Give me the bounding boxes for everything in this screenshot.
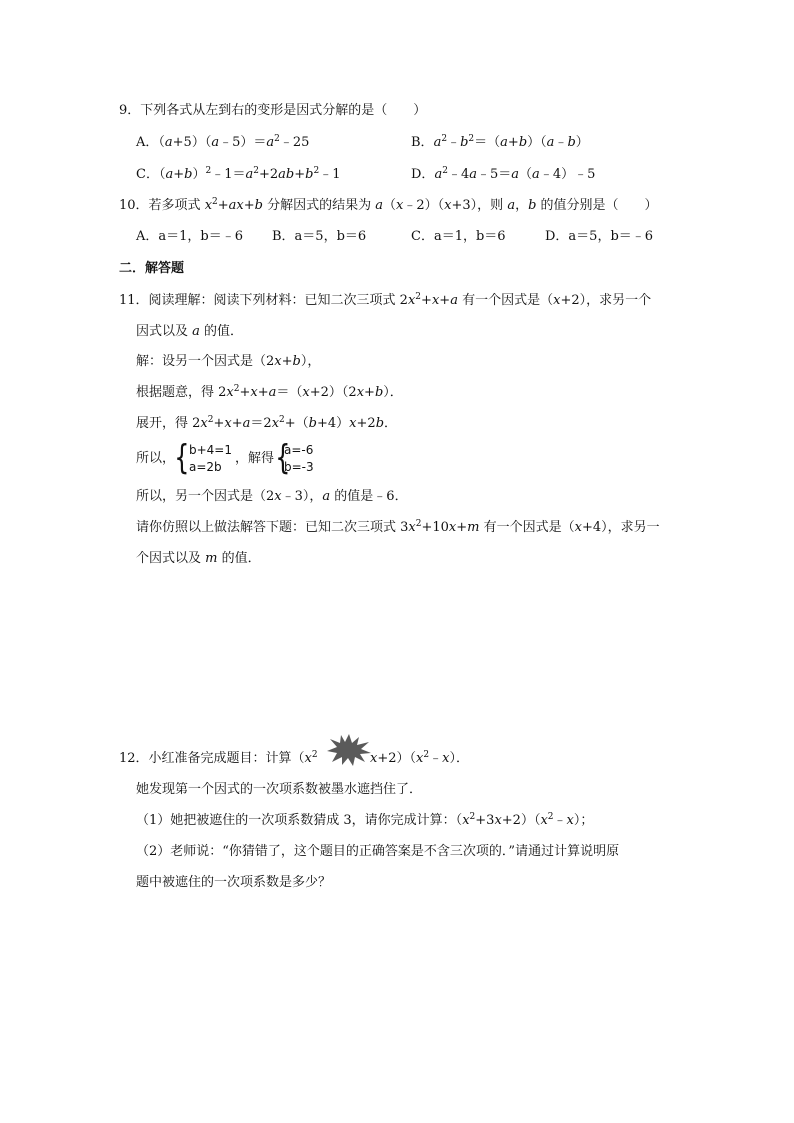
q10-option-d: D．a＝5，b＝﹣6: [545, 229, 654, 244]
q11-line-3: 解：设另一个因式是（2x+b），: [136, 354, 321, 369]
ink-blot-icon: [327, 734, 371, 766]
q11-line-6-prefix: 所以，: [136, 451, 176, 466]
q12-line-4: （2）老师说：“你猜错了，这个题目的正确答案是不含三次项的．”请通过计算说明原: [136, 844, 620, 859]
q12-line-2: 她发现第一个因式的一次项系数被墨水遮挡住了．: [136, 782, 423, 797]
q9-option-d: D．$a^2﹣4a﹣5=a(a﹣4)﹣5$: [411, 166, 596, 182]
q9-option-c: C．$(a+b)^2﹣1=a^2+2ab+b^2﹣1$: [136, 166, 341, 182]
q9-option-b: B．$a^2﹣b^2=(a+b)(a﹣b)$: [411, 134, 589, 150]
q11-line-1: 11．阅读理解：阅读下列材料：已知二次三项式 $2x^2+x+a$ 有一个因式是（x+2），求另一个: [119, 292, 652, 308]
left-brace-2: {: [275, 438, 291, 478]
q11-line-7: 所以，另一个因式是（2x﹣3），a 的值是﹣6．: [136, 489, 408, 504]
q12-line-3: （1）她把被遮住的一次项系数猜成 3，请你完成计算：$(x^2+3x+2)(x^2﹣x)$；: [136, 812, 594, 828]
q11-line-6-mid: ，解得: [235, 451, 275, 466]
q12-line-1b: $x+2)(x^2﹣x)$．: [370, 750, 469, 766]
q9-stem: 9．下列各式从左到右的变形是因式分解的是（ ）: [119, 103, 427, 118]
left-brace-1: {: [174, 438, 190, 478]
q10-option-c: C．a＝1，b＝6: [411, 229, 506, 244]
q12-line-5: 题中被遮住的一次项系数是多少？: [136, 875, 332, 890]
q10-option-b: B．a＝5，b＝6: [272, 229, 367, 244]
q11-line-8: 请你仿照以上做法解答下题：已知二次三项式 $3x^2+10x+m$ 有一个因式是（x+4），求另一: [136, 519, 660, 535]
q12-line-1a: 12．小红准备完成题目：计算（$x^2$: [119, 750, 318, 766]
q11-line-5: 展开，得 $2x^2+x+a=2x^2+(b+4)x+2b$．: [136, 415, 398, 431]
section-title: 二．解答题: [119, 261, 185, 276]
q11-line-2: 因式以及 a 的值．: [136, 324, 244, 339]
q10-stem: 10．若多项式 $x^2+ax+b$ 分解因式的结果为 a（x﹣2）（x+3），则 a，b 的值分别是（ ）: [119, 197, 658, 213]
q9-option-a: A．$(a+5)(a﹣5)=a^2﹣25$: [136, 134, 310, 150]
equation-system-1: b+4=1 a=2b: [189, 443, 232, 474]
q10-option-a: A．a＝1，b＝﹣6: [136, 229, 244, 244]
q11-line-4: 根据题意，得 $2x^2+x+a=(x+2)(2x+b)$．: [136, 384, 403, 400]
equation-system-2: a=-6 b=-3: [284, 443, 314, 474]
q11-line-9: 个因式以及 m 的值．: [136, 551, 261, 566]
